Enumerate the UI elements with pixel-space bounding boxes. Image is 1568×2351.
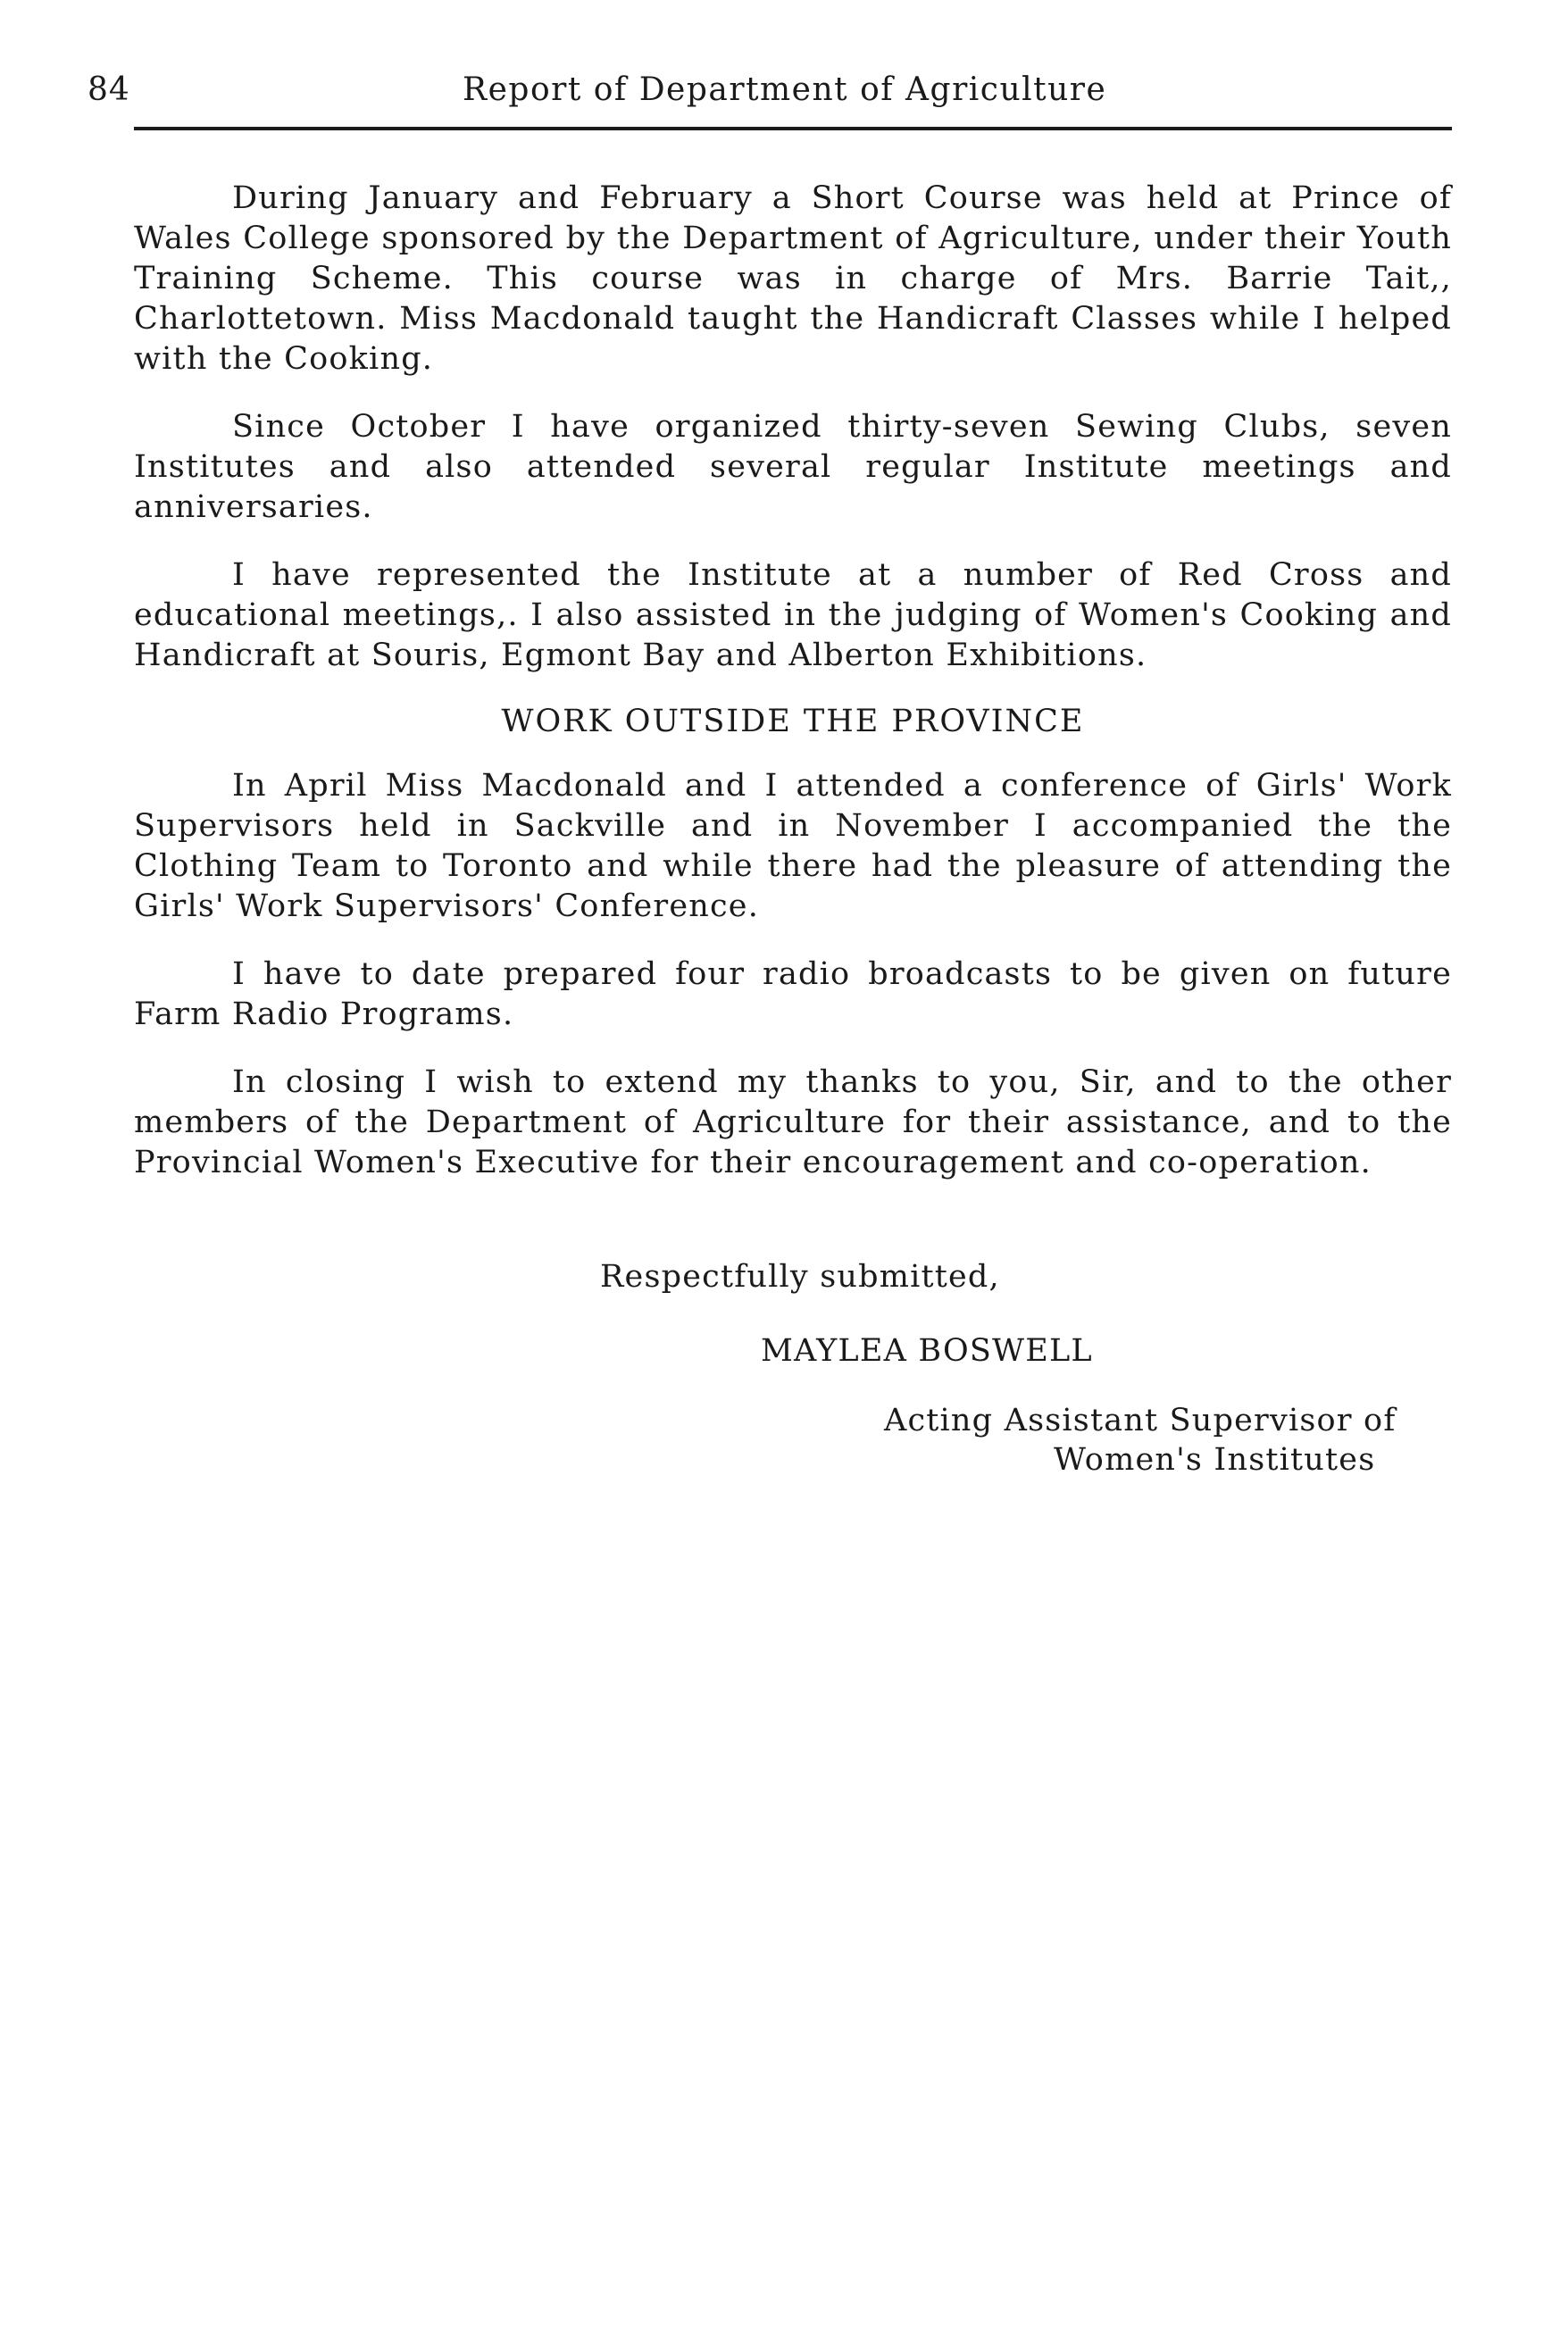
valediction: Respectfully submitted, xyxy=(600,1259,1000,1295)
paragraph-short-course: During January and February a Short Course was held at Prince of Wales College sponsored by the Department of Agriculture, under their Youth Training Scheme. This course was in charge of Mrs. Barrie Tait,, Charlottetown. Miss Macdonald taught the Handicraft Classes while I helped with the Cooking. xyxy=(134,180,1452,377)
signatory-title-line1: Acting Assistant Supervisor of xyxy=(884,1403,1397,1438)
section-heading: WORK OUTSIDE THE PROVINCE xyxy=(501,704,1085,739)
signatory-name: MAYLEA BOSWELL xyxy=(761,1333,1093,1369)
paragraph-radio-broadcasts: I have to date prepared four radio broadcasts to be given on future Farm Radio Programs. xyxy=(134,956,1452,1032)
paragraph-organized-clubs: Since October I have organized thirty-seven Sewing Clubs, seven Institutes and also attended several regular Institute meetings and anniversaries. xyxy=(134,409,1452,525)
running-title: Report of Department of Agriculture xyxy=(463,71,1107,108)
header-rule xyxy=(134,127,1452,130)
page-number: 84 xyxy=(88,71,130,108)
signatory-title-line2: Women's Institutes xyxy=(1054,1442,1376,1478)
paragraph-closing-thanks: In closing I wish to extend my thanks to you, Sir, and to the other members of the Department of Agriculture for their assistance, and to the Provincial Women's Executive for their encouragement and co-operation. xyxy=(134,1064,1452,1180)
paragraph-conference: In April Miss Macdonald and I attended a conference of Girls' Work Supervisors held in Sackville and in November I accompanied the the Clothing Team to Toronto and while there had the pleasure of attending the Girls' Work Supervisors' Conference. xyxy=(134,768,1452,924)
paragraph-represented-institute: I have represented the Institute at a number of Red Cross and educational meetings,. I also assisted in the judging of Women's Cooking and Handicraft at Souris, Egmont Bay and Alberton Exhibitions. xyxy=(134,557,1452,673)
page-header xyxy=(88,71,1452,121)
report-body xyxy=(134,179,1452,1211)
